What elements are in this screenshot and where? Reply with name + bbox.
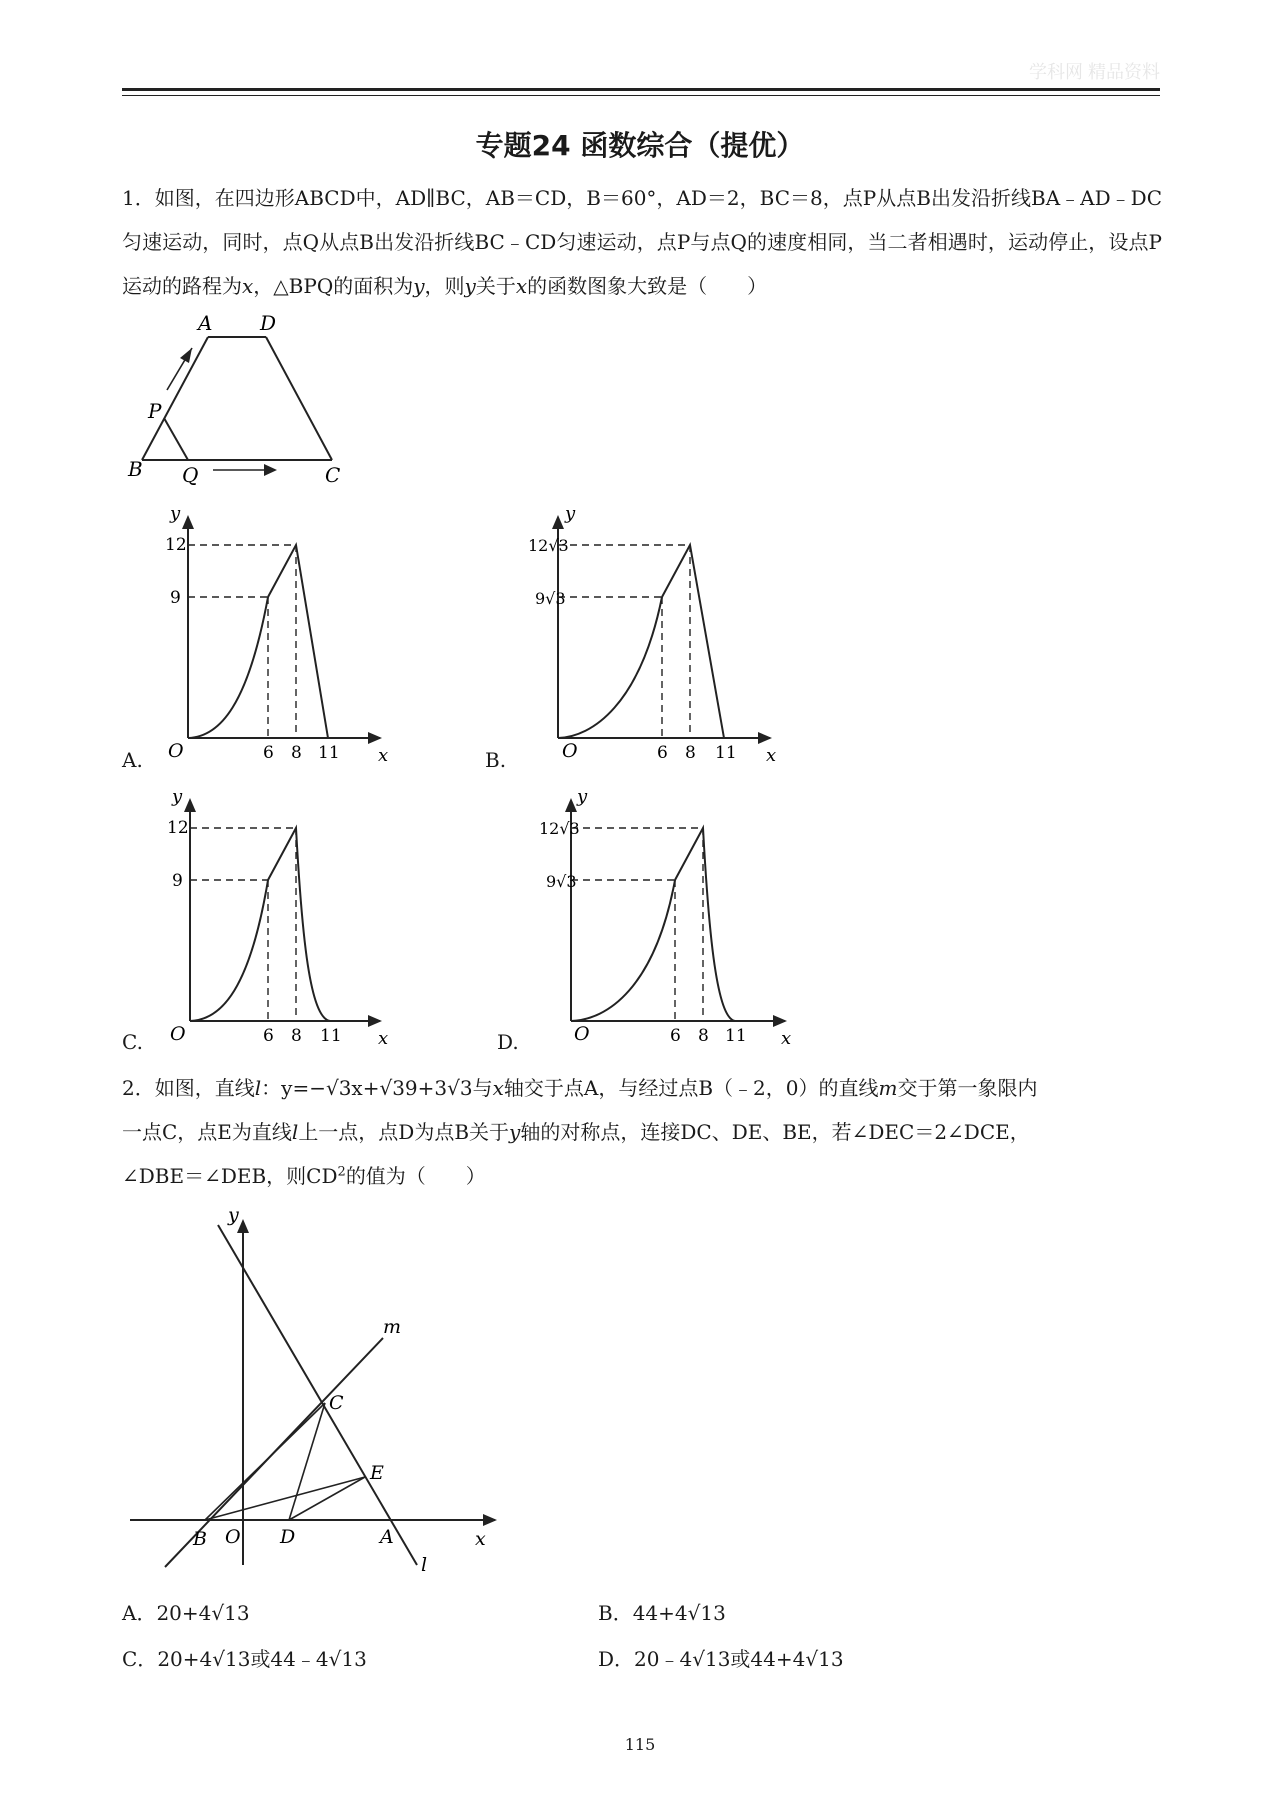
label-D: D xyxy=(260,311,277,335)
graph-c-x-label: x xyxy=(378,1028,389,1049)
graph-b-y-label: y xyxy=(565,503,576,524)
graph-a-xtick-11: 11 xyxy=(318,743,340,763)
q2-label-B: B xyxy=(193,1528,207,1550)
graph-a-xtick-8: 8 xyxy=(291,743,302,763)
header-rule-thick xyxy=(122,88,1160,91)
q1-option-d-label: D. xyxy=(497,1030,519,1054)
header-watermark: 学科网 精品资料 xyxy=(1028,62,1160,82)
q2-option-b: B．44+4√13 xyxy=(598,1601,726,1625)
q2-label-C: C xyxy=(329,1392,344,1414)
question-1-text: 1．如图，在四边形ABCD中，AD∥BC，AB＝CD，B＝60°，AD＝2，BC＝8，点P从点B出发沿折线BA﹣AD﹣DC匀速运动，同时，点Q从点B出发沿折线BC﹣CD匀速运动，点P与点Q的速度相同，当二者相遇时，运动停止，设点P运动的路程为x，△BPQ的面积为y，则y关于x的函数图象大致是（ ） xyxy=(122,186,1162,298)
q1-option-c-label: C. xyxy=(122,1030,143,1054)
graph-a-x-label: x xyxy=(378,745,389,766)
label-B: B xyxy=(128,457,143,481)
graph-d-xtick-11: 11 xyxy=(725,1026,747,1046)
header-rule-thin xyxy=(122,95,1160,96)
q2-option-d: D．20﹣4√13或44+4√13 xyxy=(598,1647,844,1671)
label-P: P xyxy=(148,399,162,423)
q2-option-c: C．20+4√13或44﹣4√13 xyxy=(122,1647,367,1671)
q1-trapezoid-figure xyxy=(120,310,350,490)
question-2-line-2: 一点C，点E为直线l上一点，点D为点B关于y轴的对称点，连接DC、DE、BE，若∠DEC＝2∠DCE， xyxy=(122,1120,1030,1144)
graph-a-ytick-12: 12 xyxy=(165,535,187,555)
q1-graph-d xyxy=(535,786,795,1049)
graph-c-ytick-12: 12 xyxy=(167,818,189,838)
q2-label-O: O xyxy=(225,1526,241,1548)
graph-a-xtick-6: 6 xyxy=(263,743,274,763)
graph-d-y-label: y xyxy=(577,786,588,807)
graph-b-ytick-12r3: 12√3 xyxy=(528,536,569,555)
graph-d-origin: O xyxy=(574,1023,590,1045)
graph-a-y-label: y xyxy=(170,503,181,524)
q2-label-A: A xyxy=(380,1526,394,1548)
graph-d-x-label: x xyxy=(781,1028,792,1049)
graph-d-ytick-9r3: 9√3 xyxy=(546,872,577,891)
q1-option-b-label: B. xyxy=(485,748,507,772)
graph-c-y-label: y xyxy=(172,786,183,807)
q2-label-m: m xyxy=(383,1316,402,1338)
q2-label-D: D xyxy=(280,1526,296,1548)
label-A: A xyxy=(198,311,213,335)
graph-b-ytick-9r3: 9√3 xyxy=(535,589,566,608)
page-number: 115 xyxy=(624,1735,656,1754)
q1-option-a-label: A. xyxy=(122,748,143,772)
graph-a-origin: O xyxy=(168,740,184,762)
q1-graph-a xyxy=(160,503,400,766)
graph-c-xtick-11: 11 xyxy=(320,1026,342,1046)
q2-option-a: A．20+4√13 xyxy=(122,1601,250,1625)
graph-c-xtick-6: 6 xyxy=(263,1026,274,1046)
graph-c-origin: O xyxy=(170,1023,186,1045)
page-title: 专题24 函数综合（提优） xyxy=(475,129,805,162)
q2-label-x: x xyxy=(475,1528,486,1550)
question-2-line-1: 2．如图，直线l：y=−√3x+√39+3√3与x轴交于点A，与经过点B（﹣2，0）的直线m交于第一象限内 xyxy=(122,1076,1038,1100)
graph-b-origin: O xyxy=(562,740,578,762)
q2-label-y: y xyxy=(228,1204,239,1226)
label-Q: Q xyxy=(182,463,199,487)
graph-b-x-label: x xyxy=(766,745,777,766)
graph-b-xtick-8: 8 xyxy=(685,743,696,763)
q1-graph-c xyxy=(160,786,400,1049)
graph-a-ytick-9: 9 xyxy=(170,588,181,608)
graph-c-ytick-9: 9 xyxy=(172,871,183,891)
question-2-line-3: ∠DBE＝∠DEB，则$CD^2$的值为（ ） xyxy=(122,1164,486,1188)
q2-label-E: E xyxy=(370,1462,384,1484)
graph-b-xtick-11: 11 xyxy=(715,743,737,763)
graph-c-xtick-8: 8 xyxy=(291,1026,302,1046)
graph-d-xtick-8: 8 xyxy=(698,1026,709,1046)
label-C: C xyxy=(325,463,341,487)
q2-label-l: l xyxy=(421,1554,428,1576)
q2-coordinate-figure xyxy=(125,1205,515,1575)
graph-d-ytick-12r3: 12√3 xyxy=(539,819,580,838)
graph-b-xtick-6: 6 xyxy=(657,743,668,763)
q1-graph-b xyxy=(520,503,780,766)
graph-d-xtick-6: 6 xyxy=(670,1026,681,1046)
